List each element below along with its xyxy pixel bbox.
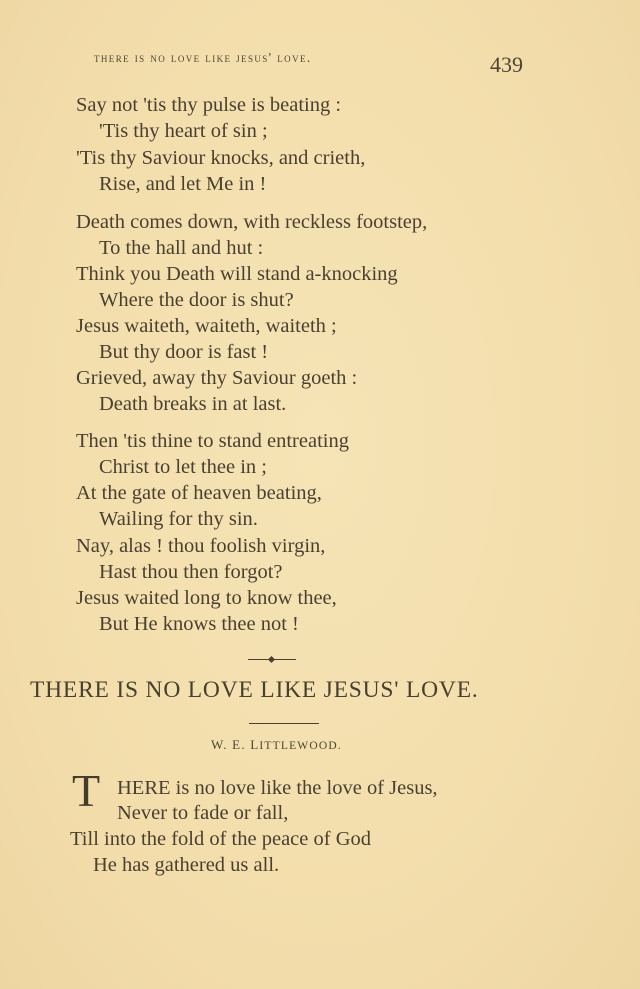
poem-line: Death comes down, with reckless footstep, [76,211,428,233]
author-initials: W. E. L [211,737,260,752]
poem-line: But He knows thee not ! [99,613,299,635]
poem-line: Say not 'tis thy pulse is beating : [76,94,342,116]
running-head: there is no love like jesus' love. [94,50,312,65]
poem-title: THERE IS NO LOVE LIKE JESUS' LOVE. [30,677,479,703]
poem-line: He has gathered us all. [93,854,280,876]
poem-line: Never to fade or fall, [117,802,289,824]
poem-line: 'Tis thy heart of sin ; [99,120,268,142]
poem-line: Nay, alas ! thou foolish virgin, [76,535,326,557]
poem-line: Christ to let thee in ; [99,456,267,478]
diamond-rule-ornament-icon [248,657,296,663]
poem-line: Till into the fold of the peace of God [70,828,371,850]
poem-line: Hast thou then forgot? [99,561,283,583]
poem-line: Wailing for thy sin. [99,508,258,530]
poem-line: Jesus waiteth, waiteth, waiteth ; [76,315,337,337]
poem-line: To the hall and hut : [99,237,264,259]
poem-line: HERE is no love like the love of Jesus, [117,777,438,799]
poem-line: Then 'tis thine to stand entreating [76,430,349,452]
poem-line: Jesus waited long to know thee, [76,587,337,609]
poem-line: Grieved, away thy Saviour goeth : [76,367,358,389]
poem-line: Think you Death will stand a-knocking [76,263,398,285]
poem-line: Death breaks in at last. [99,393,287,415]
poem-line: 'Tis thy Saviour knocks, and crieth, [76,147,366,169]
author-rest: ITTLEWOOD. [259,740,342,752]
title-divider [249,723,319,724]
poem-line: Rise, and let Me in ! [99,173,267,195]
poem-line: But thy door is fast ! [99,341,269,363]
poem-author [211,737,342,753]
page-number: 439 [490,52,523,77]
poem-line: At the gate of heaven beating, [76,482,322,504]
poem-line: Where the door is shut? [99,289,294,311]
drop-cap: T [72,765,101,816]
